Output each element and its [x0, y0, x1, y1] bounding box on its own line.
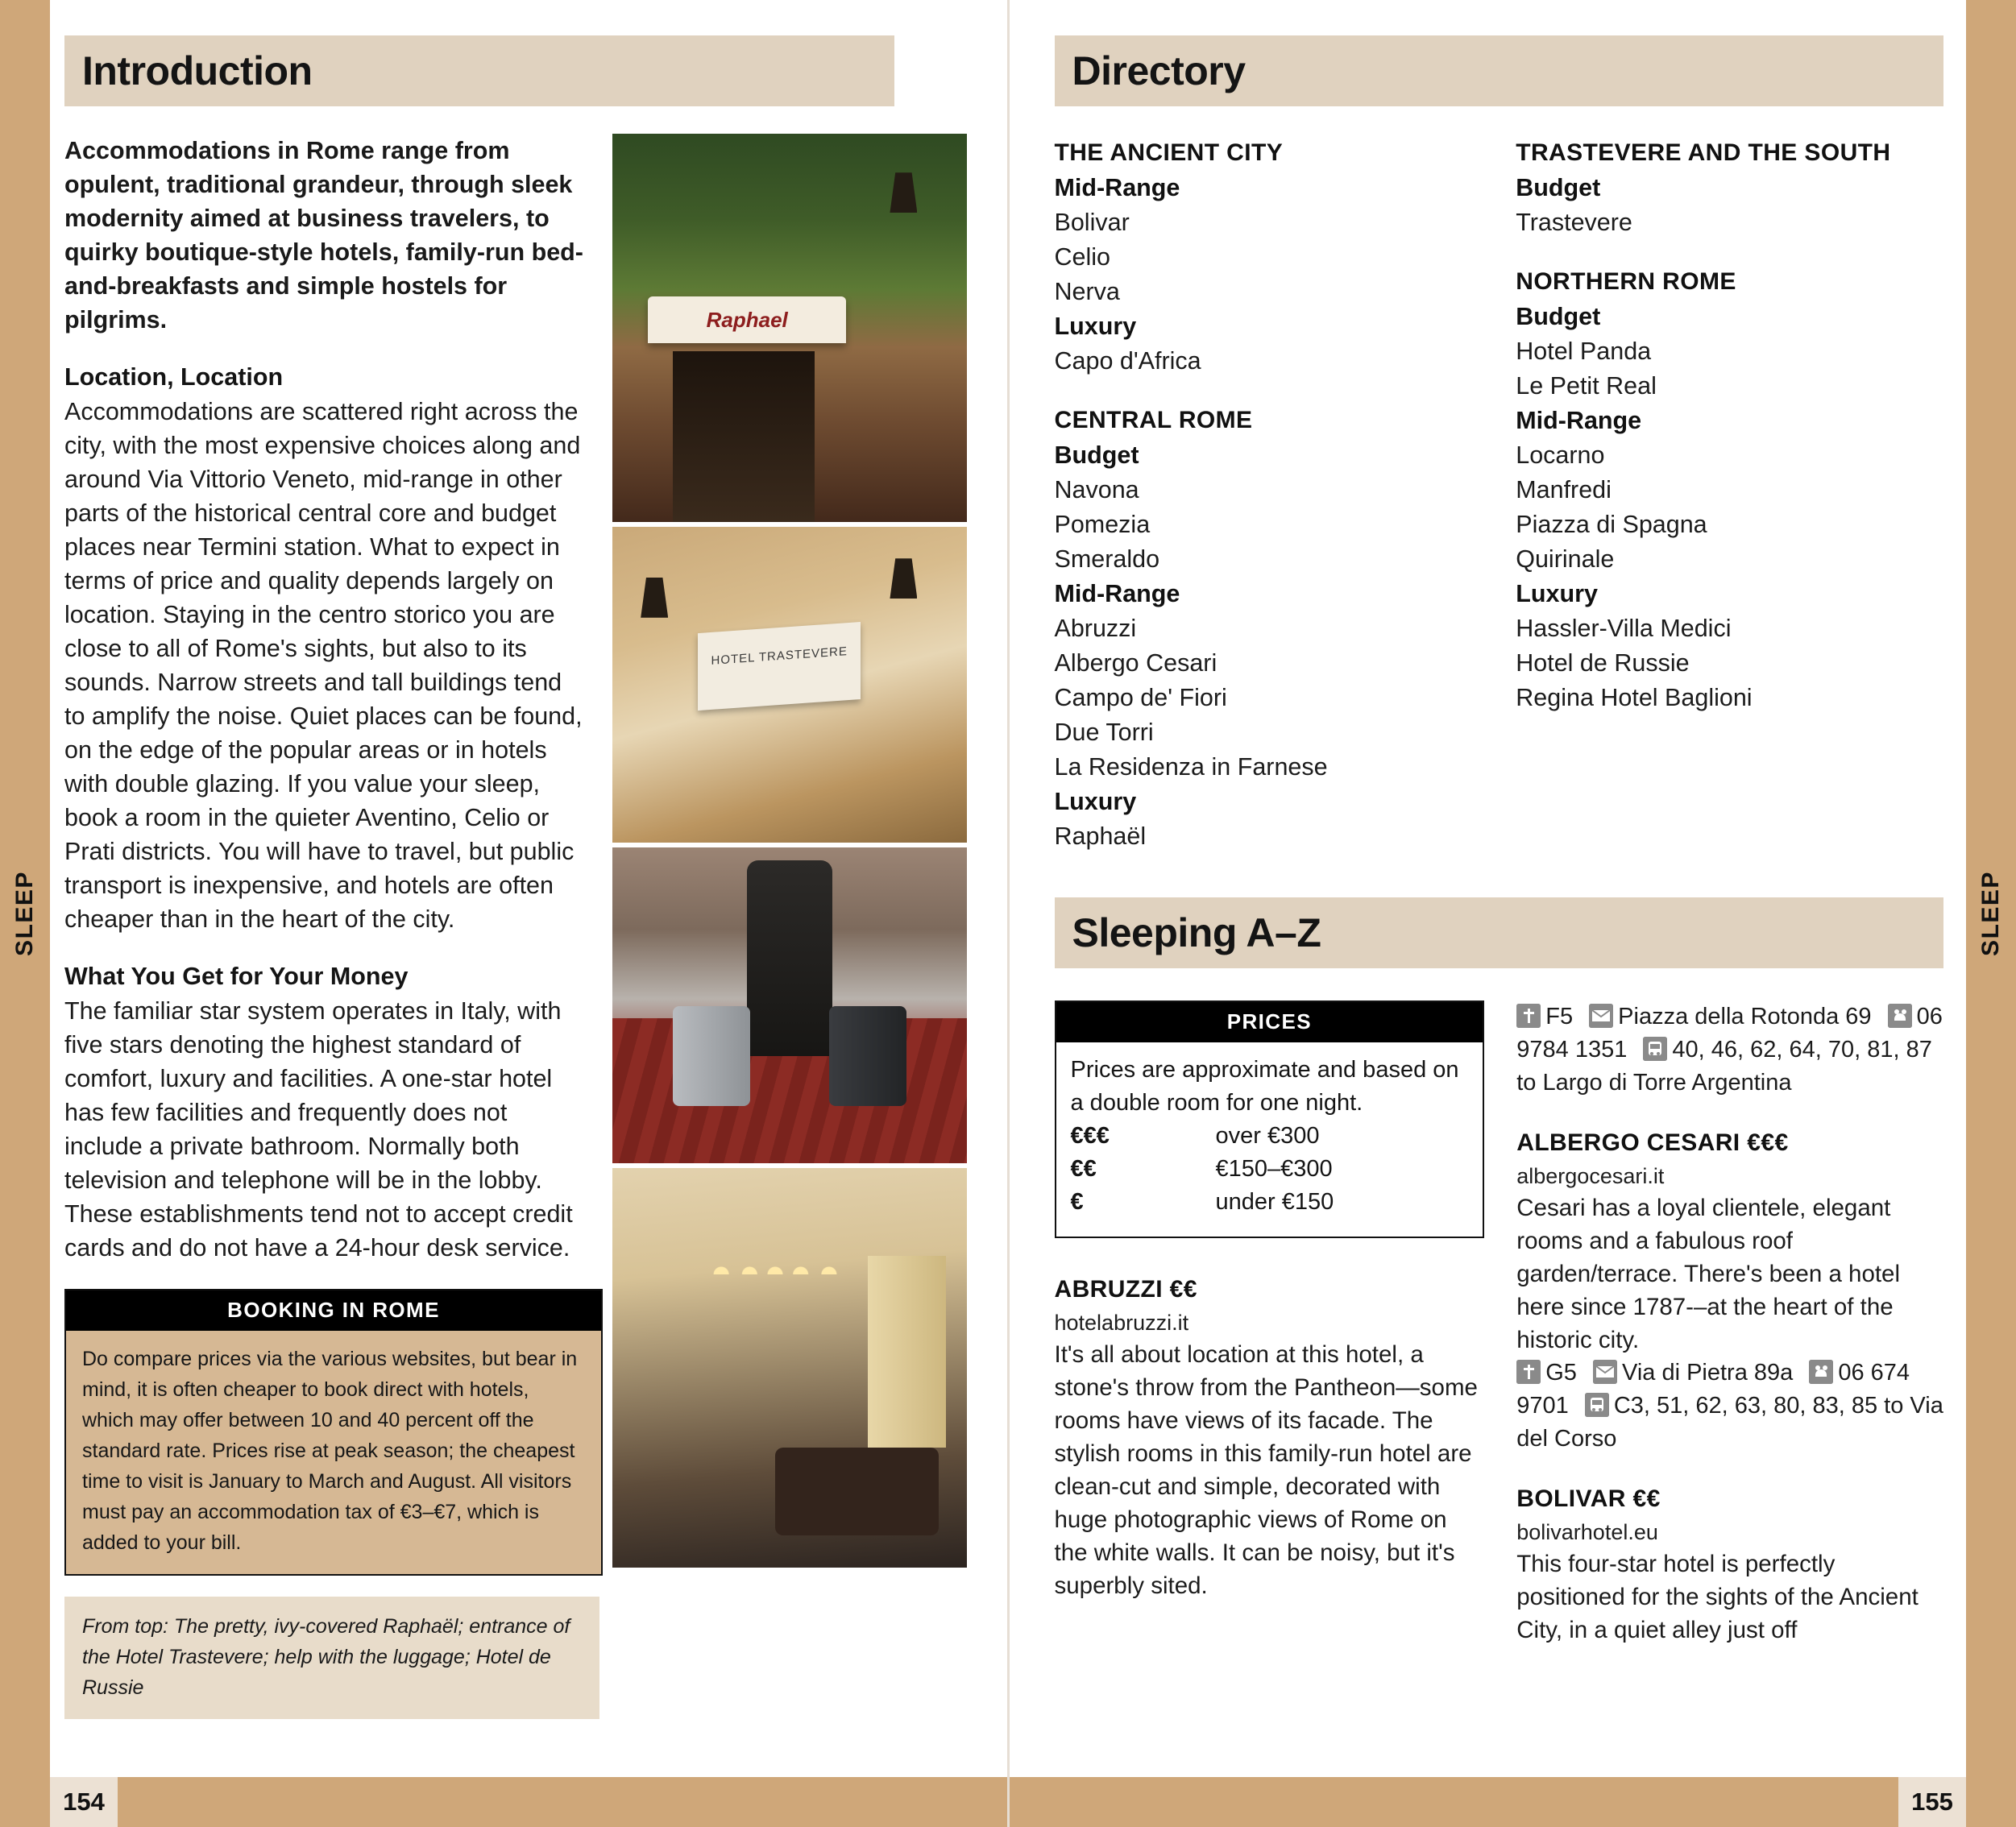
hotel-phone: 06 674 9701: [1516, 1360, 1910, 1419]
telephone-icon: [1888, 1004, 1912, 1028]
booking-in-rome-box: [64, 1289, 603, 1576]
photo-raphael-hotel-entrance: [612, 134, 967, 522]
hotel-address: Via di Pietra 89a: [1622, 1360, 1794, 1386]
sleeping-az-title: Sleeping A–Z: [1072, 910, 1321, 955]
telephone-icon: [1809, 1360, 1833, 1384]
directory-hotel-item[interactable]: Quirinale: [1516, 545, 1615, 573]
booking-box-text: Do compare prices via the various websites, but bear in mind, it is often cheaper to book direct with hotels, which may offer between 10 and 40 percent off the standard rate. Prices rise at peak season; the cheapest time to visit is January to March and August. All visitors must pay an accommodation tax of €3–€7, which is added to your bill.: [82, 1348, 578, 1554]
hotel-website[interactable]: bolivarhotel.eu: [1516, 1520, 1658, 1544]
price-row: [1071, 1120, 1469, 1153]
prices-box: [1055, 1000, 1485, 1238]
page-154: [50, 0, 1010, 1827]
map-marker-icon: [1516, 1360, 1541, 1384]
hotel-name: BOLIVAR €€: [1516, 1485, 1661, 1512]
hotel-description: It's all about location at this hotel, a stone's throw from the Pantheon—some rooms have views of its facade. The stylish rooms in this family-run hotel are clean-cut and simple, decorated with huge photographic views of Rome on the white walls. It can be noisy, but it's superbly sited.: [1054, 1341, 1478, 1599]
directory-area-heading: TRASTEVERE AND THE SOUTH: [1516, 139, 1891, 166]
price-symbol: €€: [1070, 1156, 1097, 1182]
directory-hotel-item[interactable]: Navona: [1054, 476, 1139, 503]
raphael-sign-text: Raphael: [706, 308, 788, 333]
right-edge-tab: [1966, 0, 2016, 1827]
directory-area-heading: THE ANCIENT CITY: [1054, 139, 1284, 166]
directory-hotel-item[interactable]: Manfredi: [1516, 476, 1612, 503]
hotel-description: Cesari has a loyal clientele, elegant rooms and a fabulous roof garden/terrace. There's been a hotel here since 1787-–at the heart of the historic city.: [1516, 1195, 1901, 1353]
page-155: [1010, 0, 1967, 1827]
introduction-text-column: [64, 134, 612, 1777]
sleep-tab-label-right: SLEEP: [1977, 871, 2004, 956]
hotel-contact-line: [1516, 1357, 1943, 1456]
price-row: [1071, 1186, 1469, 1219]
lamp-icon: [890, 172, 917, 213]
directory-tier-label: Budget: [1516, 303, 1601, 330]
prices-box-intro: Prices are approximate and based on a double room for one night.: [1070, 1057, 1459, 1116]
directory-hotel-item[interactable]: Hassler-Villa Medici: [1516, 615, 1732, 642]
directory-tier-label: Mid-Range: [1054, 580, 1180, 607]
left-edge-tab: [0, 0, 50, 1827]
directory-hotel-item[interactable]: Hotel Panda: [1516, 338, 1652, 365]
directory-hotel-item[interactable]: Piazza di Spagna: [1516, 511, 1707, 538]
directory-hotel-item[interactable]: Locarno: [1516, 441, 1605, 469]
directory-tier-label: Budget: [1054, 441, 1139, 469]
directory-tier-label: Mid-Range: [1054, 174, 1180, 201]
directory-tier-label: Budget: [1516, 174, 1601, 201]
directory-hotel-item[interactable]: Celio: [1054, 243, 1111, 271]
directory-hotel-item[interactable]: Bolivar: [1054, 209, 1130, 236]
introduction-photo-column: [612, 134, 967, 1777]
directory-area-heading: CENTRAL ROME: [1054, 407, 1253, 433]
wall-lamp-icon: [641, 578, 668, 618]
hotel-address: Piazza della Rotonda 69: [1618, 1004, 1872, 1030]
directory-column-2: [1516, 135, 1943, 854]
hotel-phone: 06 9784 1351: [1516, 1004, 1943, 1063]
map-marker-icon: [1516, 1004, 1541, 1028]
bus-icon: [1643, 1037, 1667, 1061]
directory-tier-label: Luxury: [1516, 580, 1598, 607]
hotel-buses: 40, 46, 62, 64, 70, 81, 87 to Largo di Torre Argentina: [1516, 1037, 1932, 1096]
page-number-right: 155: [1898, 1777, 1966, 1827]
paragraph-what-you-get: The familiar star system operates in Italy, with five stars denoting the highest standard of comfort, luxury and facilities. A one-star hotel has few facilities and frequently does not include a private bathroom. Normally both television and telephone will be in the lobby. These establishments tend not to accept credit cards and do not have a 24-hour desk service.: [64, 997, 573, 1262]
hotel-description: This four-star hotel is perfectly positioned for the sights of the Ancient City, in a quiet alley just off: [1516, 1551, 1919, 1643]
window-curtain: [868, 1256, 946, 1448]
directory-column-1: [1055, 135, 1483, 854]
map-reference: G5: [1545, 1360, 1577, 1386]
suitcase-silver: [673, 1006, 750, 1106]
sleeping-az-columns: [1055, 1000, 1944, 1647]
directory-banner: [1055, 35, 1944, 106]
directory-tier-label: Luxury: [1054, 788, 1137, 815]
price-range: under €150: [1215, 1189, 1334, 1215]
suitcase-black: [829, 1006, 906, 1106]
directory-hotel-item[interactable]: Raphaël: [1054, 822, 1147, 850]
directory-hotel-item[interactable]: Campo de' Fiori: [1054, 684, 1227, 711]
page-number-left: 154: [50, 1777, 118, 1827]
photo-caption-text: From top: The pretty, ivy-covered Raphaël; entrance of the Hotel Trastevere; help with the luggage; Hotel de Russie: [82, 1615, 570, 1699]
directory-hotel-item[interactable]: Albergo Cesari: [1054, 649, 1217, 677]
directory-area-heading: NORTHERN ROME: [1516, 268, 1736, 295]
sleeping-az-column-left: [1055, 1000, 1482, 1647]
hotel-name: ABRUZZI €€: [1054, 1276, 1197, 1303]
directory-hotel-item[interactable]: La Residenza in Farnese: [1054, 753, 1328, 781]
directory-columns: [1055, 135, 1944, 854]
price-row: [1071, 1153, 1469, 1186]
trastevere-sign-board: [698, 622, 861, 710]
hotel-doorway: [673, 351, 815, 522]
hotel-entry-bolivar: [1516, 1483, 1943, 1647]
booking-box-title: BOOKING IN ROME: [66, 1290, 601, 1331]
directory-tier-label: Mid-Range: [1516, 407, 1642, 434]
chandelier-icon: [704, 1200, 846, 1274]
hotel-contact-line-continued: [1516, 1000, 1943, 1100]
directory-hotel-item[interactable]: Hotel de Russie: [1516, 649, 1690, 677]
directory-hotel-item[interactable]: Pomezia: [1054, 511, 1151, 538]
envelope-icon: [1589, 1004, 1613, 1028]
hotel-entry-abruzzi: [1055, 1274, 1482, 1602]
bus-icon: [1585, 1393, 1609, 1417]
directory-hotel-item[interactable]: Nerva: [1054, 278, 1120, 305]
price-range: €150–€300: [1215, 1156, 1333, 1182]
paragraph-location-location: Accommodations are scattered right across the city, with the most expensive choices along and around Via Vittorio Veneto, mid-range in other parts of the historical central core and budget places near Termini station. What to expect in terms of price and quality depends largely on location. Staying in the centro storico you are close to all of Rome's sights, but also to its sounds. Narrow streets and tall buildings tend to amplify the noise. Quiet places can be found, on the edge of the popular areas or in hotels with double glazing. If you value your sleep, book a room in the quieter Aventino, Celio or Prati districts. You will have to travel, but public transport is inexpensive, and hotels are often cheaper than in the heart of the city.: [64, 398, 583, 933]
sleeping-az-banner: [1055, 897, 1944, 968]
directory-hotel-item[interactable]: Capo d'Africa: [1054, 347, 1201, 375]
wall-lamp-icon-2: [890, 558, 917, 599]
price-symbol: €: [1070, 1189, 1084, 1215]
raphael-awning: [648, 296, 846, 343]
directory-hotel-item[interactable]: Abruzzi: [1054, 615, 1137, 642]
photo-caption-block: [64, 1597, 599, 1719]
directory-hotel-item[interactable]: Trastevere: [1516, 209, 1632, 236]
prices-box-title: PRICES: [1056, 1002, 1483, 1042]
porter-figure: [747, 860, 832, 1056]
directory-hotel-item[interactable]: Smeraldo: [1054, 545, 1160, 573]
photo-hotel-trastevere-entrance: [612, 527, 967, 843]
envelope-icon: [1593, 1360, 1617, 1384]
sleeping-az-column-right: [1516, 1000, 1943, 1647]
directory-hotel-item[interactable]: Regina Hotel Baglioni: [1516, 684, 1753, 711]
lounge-sofa: [775, 1448, 938, 1535]
introduction-title: Introduction: [82, 48, 313, 93]
directory-hotel-item[interactable]: Due Torri: [1054, 719, 1154, 746]
map-reference: F5: [1545, 1004, 1574, 1030]
hotel-name: ALBERGO CESARI €€€: [1516, 1129, 1789, 1156]
right-footer-strip: [1010, 1777, 1967, 1827]
price-symbol: €€€: [1070, 1123, 1110, 1149]
price-range: over €300: [1215, 1123, 1320, 1149]
introduction-banner: [64, 35, 894, 106]
hotel-entry-albergo-cesari: [1516, 1127, 1943, 1456]
trastevere-sign-text: HOTEL TRASTEVERE: [711, 644, 848, 669]
intro-lede-paragraph: Accommodations in Rome range from opulent, traditional grandeur, through sleek modernity aimed at business travelers, to quirky boutique-style hotels, family-run bed-and-breakfasts and simple hostels for pilgrims.: [64, 137, 583, 334]
hotel-buses: C3, 51, 62, 63, 80, 83, 85 to Via del Corso: [1516, 1393, 1943, 1452]
directory-tier-label: Luxury: [1054, 313, 1137, 340]
photo-hotel-de-russie-lounge: [612, 1168, 967, 1568]
left-footer-strip: [50, 1777, 1007, 1827]
directory-title: Directory: [1072, 48, 1246, 93]
heading-location-location: Location, Location: [64, 363, 284, 391]
hotel-website[interactable]: albergocesari.it: [1516, 1164, 1665, 1188]
hotel-website[interactable]: hotelabruzzi.it: [1054, 1311, 1189, 1335]
photo-luggage-porter: [612, 847, 967, 1163]
directory-hotel-item[interactable]: Le Petit Real: [1516, 372, 1657, 400]
heading-what-you-get: What You Get for Your Money: [64, 963, 409, 990]
sleep-tab-label-left: SLEEP: [11, 871, 38, 956]
